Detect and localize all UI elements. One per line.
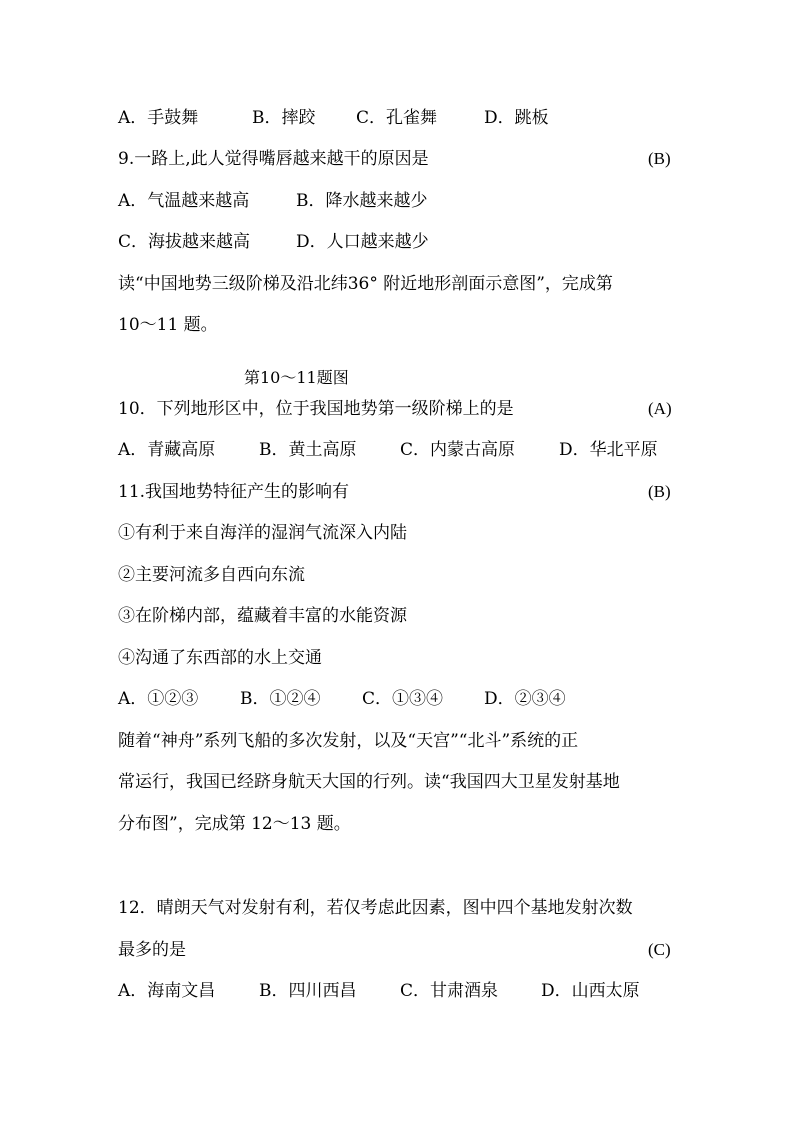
q10-option-b: B．黄土高原 — [259, 440, 357, 460]
q12-option-a: A．海南文昌 — [118, 981, 216, 1001]
q11-option-a: A．①②③ — [118, 689, 199, 709]
q11-options-row — [118, 687, 566, 711]
q10-option-d: D．华北平原 — [559, 440, 658, 460]
q12-option-d: D．山西太原 — [541, 981, 640, 1001]
q12-answer: (C) — [648, 940, 671, 959]
q10-option-a: A．青藏高原 — [118, 440, 216, 460]
q11-item-1: ①有利于来自海洋的湿润气流深入内陆 — [118, 523, 407, 543]
q10-stem: 10．下列地形区中，位于我国地势第一级阶梯上的是 — [118, 399, 514, 419]
figure-caption-10-11: 第10～11题图 — [244, 368, 349, 387]
intro-10-11-line-2: 10～11 题。 — [118, 315, 218, 335]
q9-options-row-2 — [118, 230, 429, 254]
q8-option-d: D．跳板 — [484, 108, 549, 128]
q8-option-c: C．孔雀舞 — [356, 108, 438, 128]
q11-option-b: B．①②④ — [240, 689, 321, 709]
q9-option-c: C．海拔越来越高 — [118, 232, 251, 252]
intro-10-11-line-1: 读“中国地势三级阶梯及沿北纬36° 附近地形剖面示意图”，完成第 — [118, 274, 613, 294]
q10-answer: (A) — [648, 399, 672, 418]
q11-item-4: ④沟通了东西部的水上交通 — [118, 648, 322, 668]
q11-stem: 11.我国地势特征产生的影响有 — [118, 482, 350, 502]
q9-option-a: A．气温越来越高 — [118, 191, 250, 211]
q9-option-d: D．人口越来越少 — [296, 232, 429, 252]
intro-12-13-line-2: 常运行，我国已经跻身航天大国的行列。读“我国四大卫星发射基地 — [118, 772, 620, 792]
q8-option-b: B．摔跤 — [252, 108, 316, 128]
q12-option-c: C．甘肃酒泉 — [400, 981, 499, 1001]
q9-option-b: B．降水越来越少 — [296, 191, 428, 211]
intro-12-13-line-3: 分布图”，完成第 12～13 题。 — [118, 814, 351, 834]
q8-options-row — [118, 106, 549, 130]
q11-answer: (B) — [648, 482, 671, 501]
q12-option-b: B．四川西昌 — [259, 981, 357, 1001]
q9-stem: 9.一路上,此人觉得嘴唇越来越干的原因是 — [118, 149, 429, 169]
q12-stem-line-2: 最多的是 — [118, 940, 186, 960]
q11-option-d: D．②③④ — [484, 689, 566, 709]
q10-option-c: C．内蒙古高原 — [400, 440, 516, 460]
intro-12-13-line-1: 随着“神舟”系列飞船的多次发射，以及“天宫”“北斗”系统的正 — [118, 731, 579, 751]
q9-options-row-1 — [118, 189, 428, 213]
q8-option-a: A．手鼓舞 — [118, 108, 199, 128]
q12-stem-line-1: 12．晴朗天气对发射有利，若仅考虑此因素，图中四个基地发射次数 — [118, 898, 633, 918]
q11-item-3: ③在阶梯内部，蕴藏着丰富的水能资源 — [118, 606, 407, 626]
q10-options-row — [118, 438, 658, 462]
q9-answer: (B) — [648, 149, 671, 168]
q11-option-c: C．①③④ — [362, 689, 444, 709]
q11-item-2: ②主要河流多自西向东流 — [118, 565, 305, 585]
q12-options-row — [118, 979, 640, 1003]
